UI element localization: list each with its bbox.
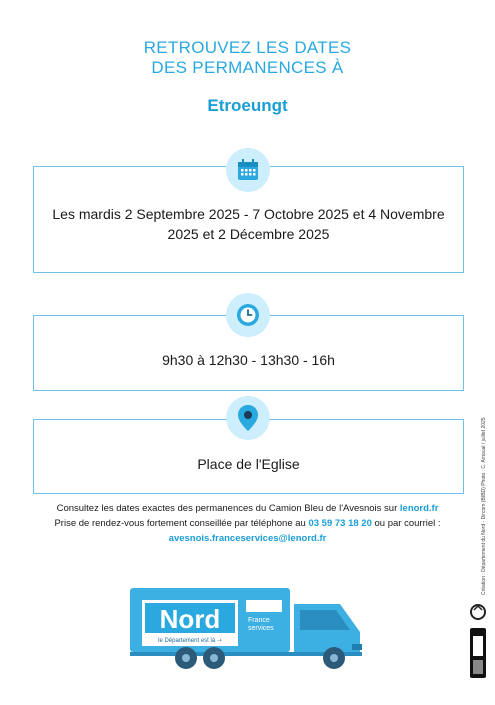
recycle-icon <box>471 605 485 619</box>
truck-illustration <box>128 586 368 676</box>
footer-line2-suffix: ou par courriel : <box>371 518 441 529</box>
city-name: Etroeungt <box>207 96 288 115</box>
footer-line2 <box>0 516 495 531</box>
page-title-line1: RETROUVEZ LES DATES <box>143 38 352 57</box>
side-logos <box>468 602 488 682</box>
calendar-icon <box>226 148 270 192</box>
clock-icon <box>226 293 270 337</box>
trash-bin-icon <box>470 628 486 678</box>
footer-line1 <box>0 501 495 516</box>
dates-text: Les mardis 2 Septembre 2025 - 7 Octobre 2025 et 4 Novembre 2025 et 2 Décembre 2025 <box>52 205 445 242</box>
place-text: Place de l'Eglise <box>197 455 300 472</box>
hours-text: 9h30 à 12h30 - 13h30 - 16h <box>162 352 335 368</box>
footer-line3 <box>0 531 495 546</box>
website-link[interactable]: lenord.fr <box>399 503 439 514</box>
truck-service-line1: France <box>248 617 270 624</box>
truck-brand: Nord <box>159 604 221 634</box>
footer-line2-text: Prise de rendez-vous fortement conseillée par téléphone au <box>54 518 309 529</box>
footer-line1-text: Consultez les dates exactes des permanences du Camion Bleu de l'Avesnois sur <box>56 503 400 514</box>
truck-service-line2: services <box>248 625 274 632</box>
page-title-line2: DES PERMANENCES À <box>151 58 344 77</box>
email-link[interactable]: avesnois.franceservices@lenord.fr <box>168 533 327 544</box>
credit-text: Création : Département du Nord - Dircom (BIBD) Photo : C. Amoual / juillet 2025 <box>481 417 487 595</box>
phone-number[interactable]: 03 59 73 18 20 <box>308 518 372 529</box>
location-pin-icon <box>226 396 270 440</box>
truck-tagline: le Département est là ➝ <box>158 638 222 644</box>
